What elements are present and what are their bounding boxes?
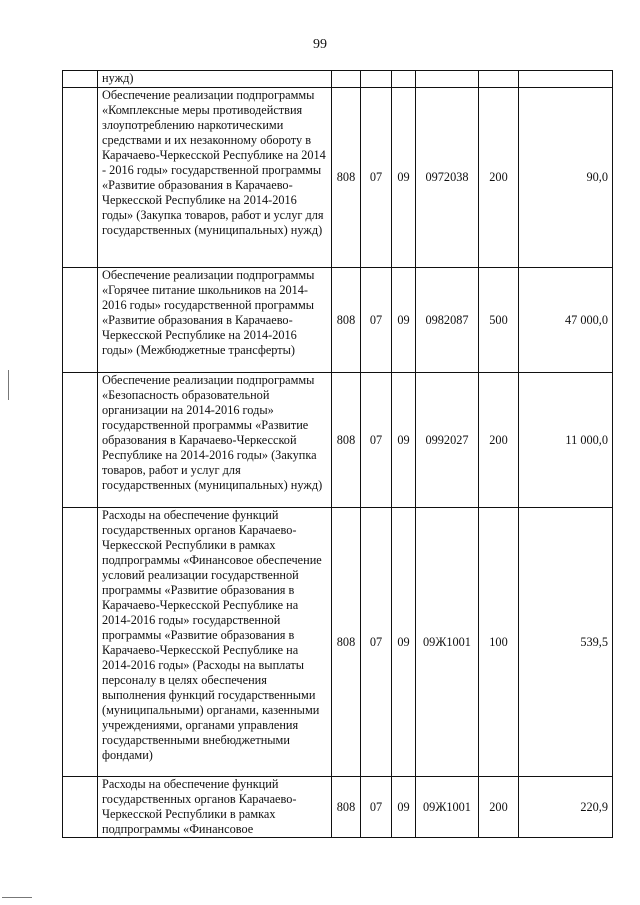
- row-number-cell: [63, 508, 98, 777]
- description-cell: нужд): [98, 71, 332, 88]
- cs-cell: 0992027: [416, 373, 479, 508]
- description-cell: Расходы на обеспечение функций государственных органов Карачаево-Черкесской Республики в рамках подпрограммы «Финансовое обеспечение условий реализации государственной программы «Развитие образования в Карачаево-Черкесской Республике на 2014-2016 годы» государственной программы «Развитие образования в Карачаево-Черкесской Республике на 2014-2016 годы» (Расходы на выплаты персоналу в целях обеспечения выполнения функций государственными (муниципальными) органами, казенными учреждениями, органами управления государственными внебюджетными фондами): [98, 508, 332, 777]
- amount-cell: 11 000,0: [519, 373, 613, 508]
- gr-cell: 808: [332, 508, 361, 777]
- table-row: [63, 71, 613, 88]
- gr-cell: 808: [332, 268, 361, 373]
- row-number-cell: [63, 777, 98, 838]
- vr-cell: [479, 71, 519, 88]
- pr-cell: [392, 71, 416, 88]
- description-cell: Обеспечение реализации подпрограммы «Комплексные меры противодействия злоупотреблению наркотическими средствами и их незаконному обороту в Карачаево-Черкесской Республике на 2014 - 2016 годы» государственной программы «Развитие образования в Карачаево-Черкесской Республике на 2014-2016 годы» (Закупка товаров, работ и услуг для государственных (муниципальных) нужд): [98, 88, 332, 268]
- row-number-cell: [63, 71, 98, 88]
- pr-cell: 09: [392, 508, 416, 777]
- amount-cell: [519, 71, 613, 88]
- gr-cell: 808: [332, 88, 361, 268]
- table-row: [63, 777, 613, 838]
- rz-cell: 07: [361, 373, 392, 508]
- description-cell: Обеспечение реализации подпрограммы «Горячее питание школьников на 2014-2016 годы» государственной программы «Развитие образования в Карачаево-Черкесской Республике на 2014-2016 годы» (Межбюджетные трансферты): [98, 268, 332, 373]
- rz-cell: 07: [361, 508, 392, 777]
- vr-cell: 200: [479, 373, 519, 508]
- amount-cell: 90,0: [519, 88, 613, 268]
- table-row: [63, 373, 613, 508]
- row-number-cell: [63, 88, 98, 268]
- page-number: 99: [313, 37, 327, 52]
- rz-cell: 07: [361, 88, 392, 268]
- cs-cell: [416, 71, 479, 88]
- budget-table: [62, 70, 613, 838]
- vr-cell: 500: [479, 268, 519, 373]
- table-row: [63, 508, 613, 777]
- pr-cell: 09: [392, 268, 416, 373]
- cs-cell: 09Ж1001: [416, 777, 479, 838]
- row-number-cell: [63, 268, 98, 373]
- pr-cell: 09: [392, 373, 416, 508]
- cs-cell: 0972038: [416, 88, 479, 268]
- gr-cell: 808: [332, 777, 361, 838]
- pr-cell: 09: [392, 88, 416, 268]
- rz-cell: 07: [361, 777, 392, 838]
- cs-cell: 09Ж1001: [416, 508, 479, 777]
- scan-mark: [2, 897, 32, 898]
- gr-cell: 808: [332, 373, 361, 508]
- vr-cell: 200: [479, 88, 519, 268]
- table-row: [63, 88, 613, 268]
- pr-cell: 09: [392, 777, 416, 838]
- gr-cell: [332, 71, 361, 88]
- cs-cell: 0982087: [416, 268, 479, 373]
- row-number-cell: [63, 373, 98, 508]
- rz-cell: [361, 71, 392, 88]
- amount-cell: 220,9: [519, 777, 613, 838]
- scan-mark: [8, 370, 9, 400]
- table-row: [63, 268, 613, 373]
- description-cell: Расходы на обеспечение функций государственных органов Карачаево-Черкесской Республики в рамках подпрограммы «Финансовое: [98, 777, 332, 838]
- rz-cell: 07: [361, 268, 392, 373]
- vr-cell: 200: [479, 777, 519, 838]
- vr-cell: 100: [479, 508, 519, 777]
- amount-cell: 539,5: [519, 508, 613, 777]
- amount-cell: 47 000,0: [519, 268, 613, 373]
- description-cell: Обеспечение реализации подпрограммы «Безопасность образовательной организации на 2014-2016 годы» государственной программы «Развитие образования в Карачаево-Черкесской Республике на 2014-2016 годы» (Закупка товаров, работ и услуг для государственных (муниципальных) нужд): [98, 373, 332, 508]
